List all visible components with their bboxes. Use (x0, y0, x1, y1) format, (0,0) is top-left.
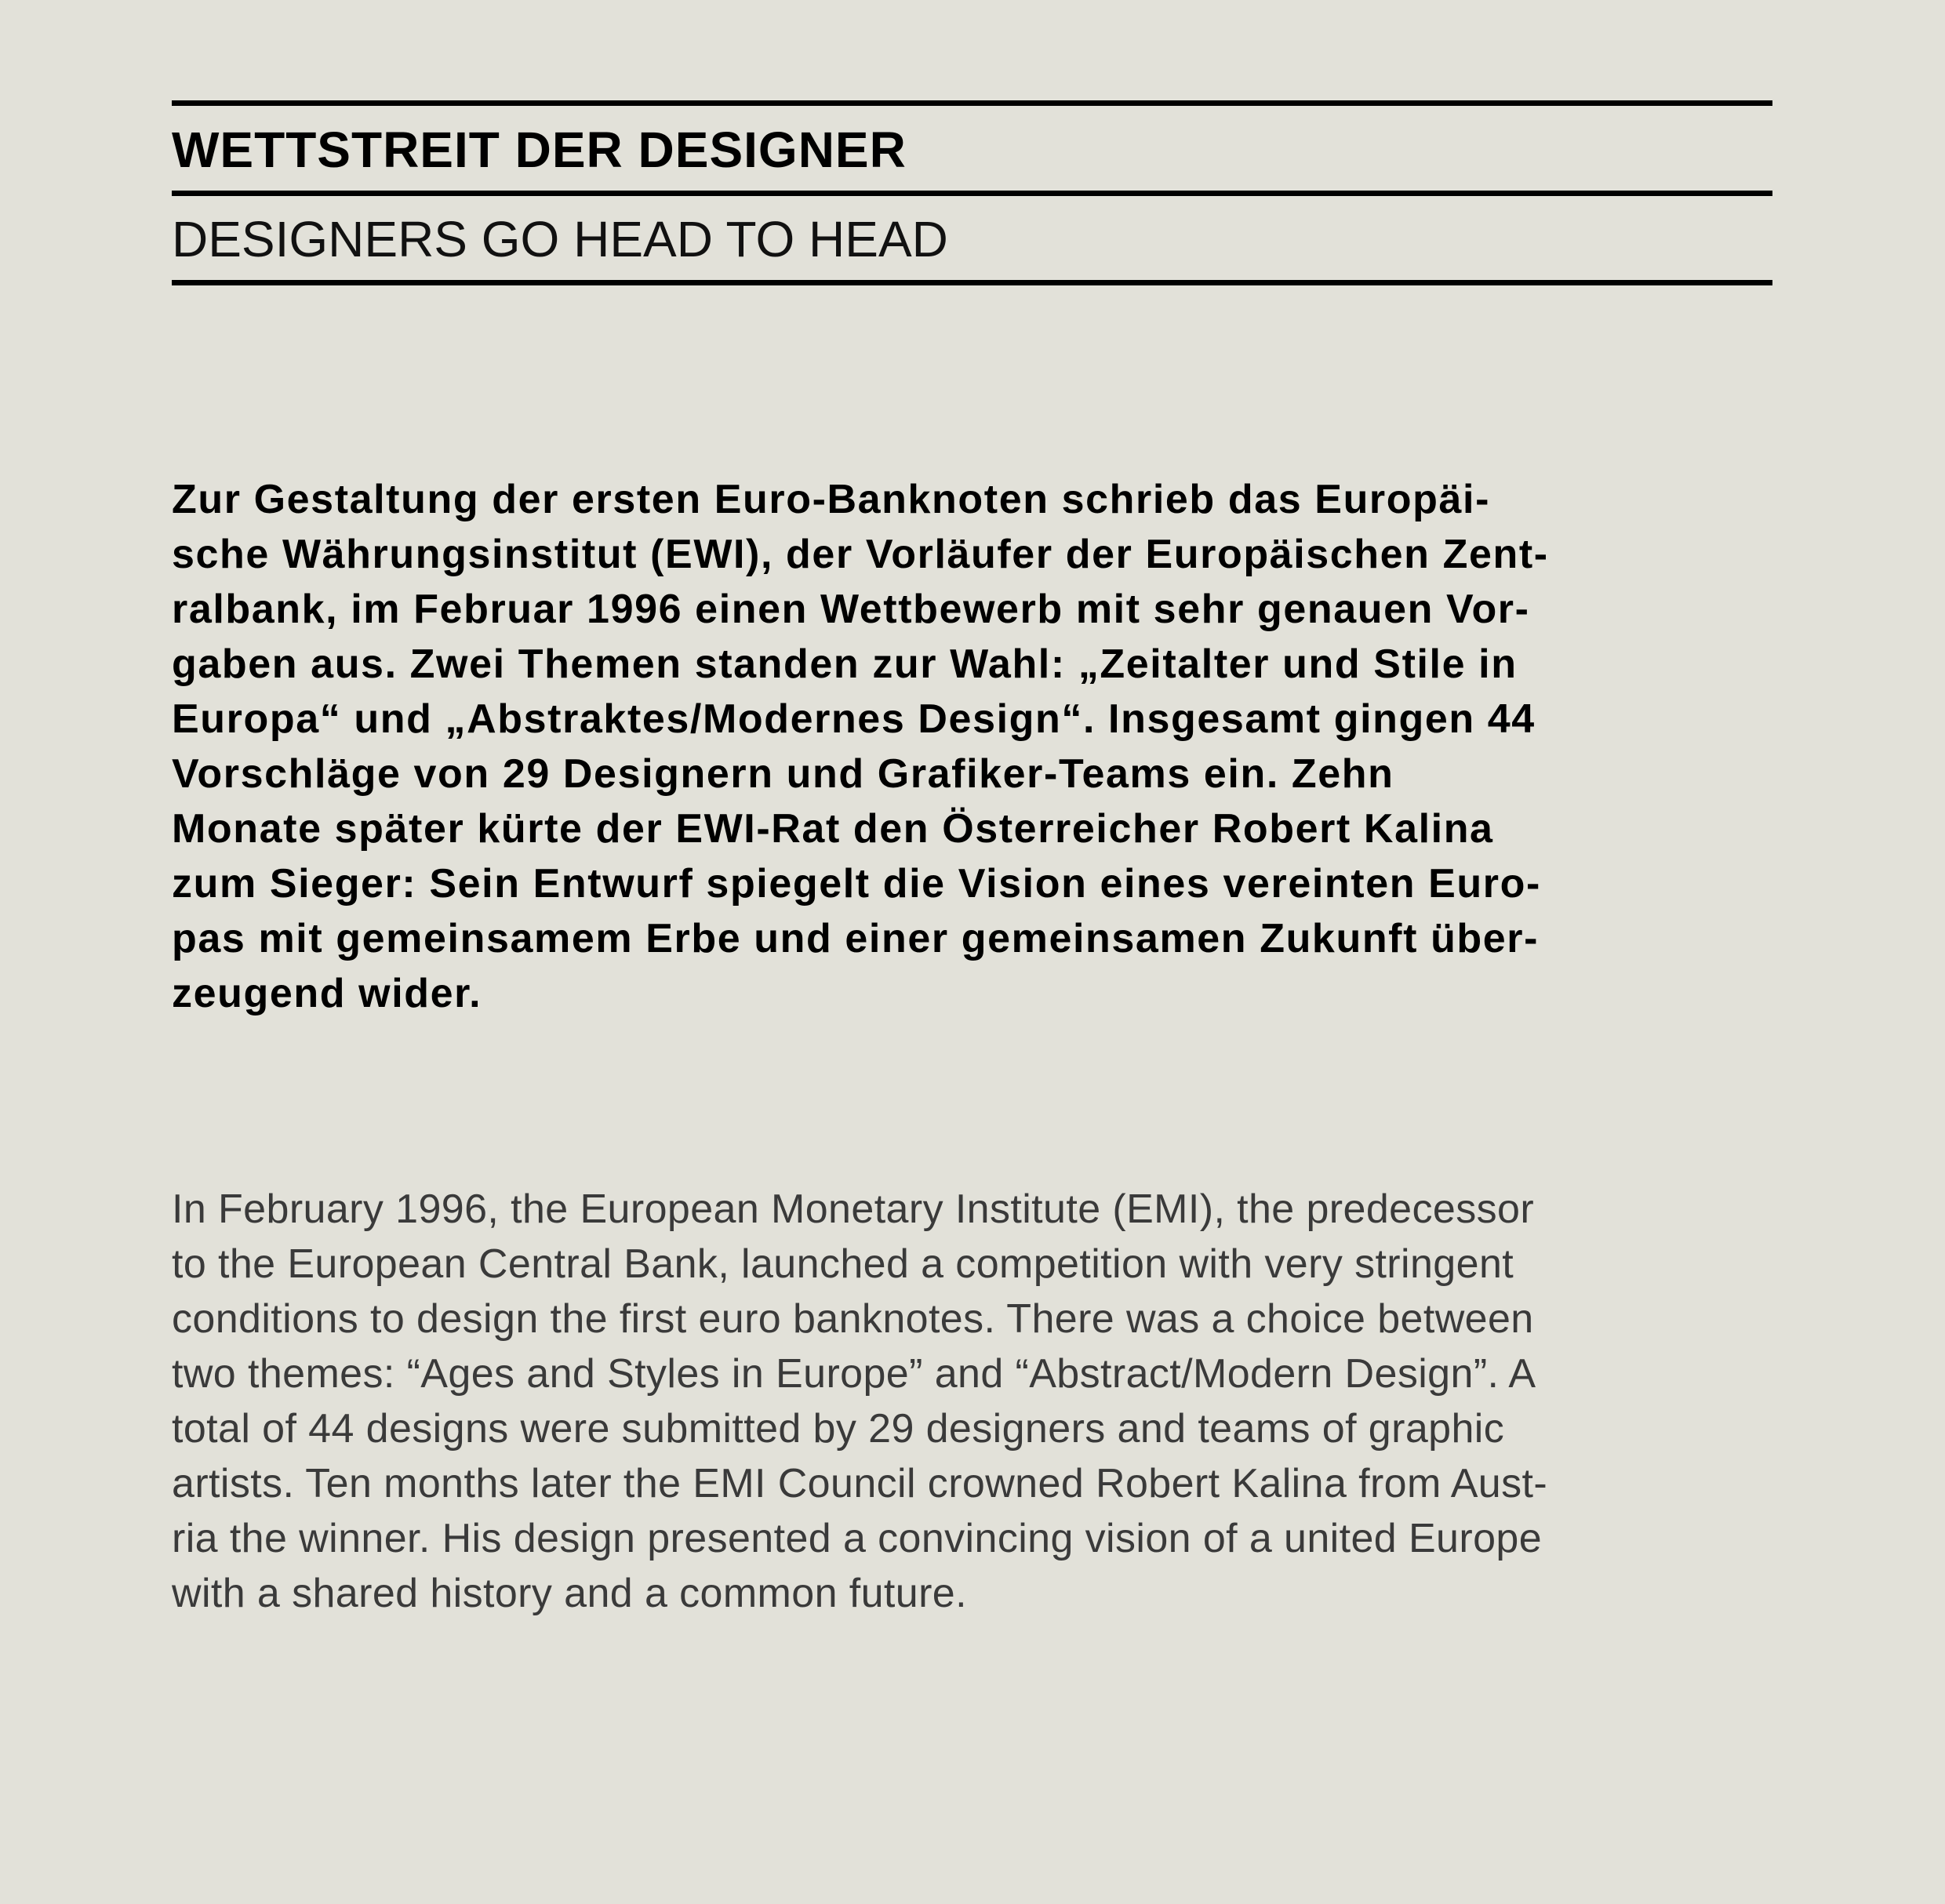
english-line: ria the winner. His design presented a convincing vision of a united Europe (172, 1516, 1543, 1561)
english-line: In February 1996, the European Monetary Institute (EMI), the predecessor (172, 1186, 1535, 1232)
german-line: ralbank, im Februar 1996 einen Wettbewerb mit sehr genauen Vor- (172, 587, 1530, 632)
german-line: Europa“ und „Abstraktes/Modernes Design“. Insgesamt gingen 44 (172, 696, 1536, 742)
top-rule (172, 100, 1772, 106)
english-line: two themes: “Ages and Styles in Europe” and “Abstract/Modern Design”. A (172, 1351, 1536, 1397)
german-line: pas mit gemeinsamem Erbe und einer gemeinsamen Zukunft über- (172, 916, 1540, 961)
english-line: total of 44 designs were submitted by 29 designers and teams of graphic (172, 1406, 1505, 1452)
english-line: conditions to design the first euro banknotes. There was a choice between (172, 1296, 1534, 1342)
german-paragraph (172, 472, 1787, 1021)
bottom-rule (172, 280, 1772, 285)
english-line: to the European Central Bank, launched a competition with very stringent (172, 1241, 1514, 1287)
page-title-english: DESIGNERS GO HEAD TO HEAD (172, 211, 948, 267)
english-line: with a shared history and a common future. (172, 1571, 967, 1616)
german-line: Zur Gestaltung der ersten Euro-Banknoten schrieb das Europäi- (172, 477, 1490, 522)
german-line: zum Sieger: Sein Entwurf spiegelt die Vision eines vereinten Euro- (172, 861, 1541, 907)
english-paragraph (172, 1182, 1787, 1621)
page-title-german: WETTSTREIT DER DESIGNER (172, 122, 907, 178)
german-line: Vorschläge von 29 Designern und Grafiker-Teams ein. Zehn (172, 751, 1394, 797)
english-line: artists. Ten months later the EMI Council crowned Robert Kalina from Aust- (172, 1461, 1548, 1506)
german-line: zeugend wider. (172, 971, 482, 1016)
middle-rule (172, 191, 1772, 196)
german-line: sche Währungsinstitut (EWI), der Vorläufer der Europäischen Zent- (172, 532, 1549, 577)
german-line: gaben aus. Zwei Themen standen zur Wahl: „Zeitalter und Stile in (172, 641, 1518, 687)
german-line: Monate später kürte der EWI-Rat den Österreicher Robert Kalina (172, 806, 1494, 852)
